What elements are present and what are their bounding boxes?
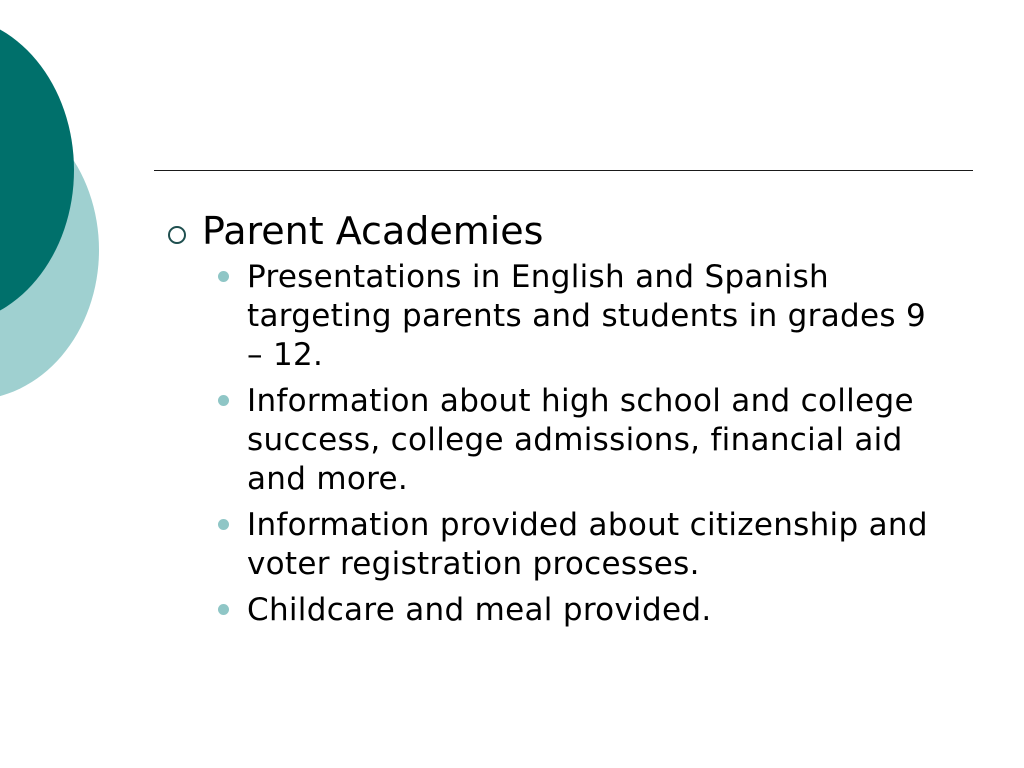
level2-bullet-text: Information about high school and college success, college admissions, financial aid and more. <box>247 383 914 497</box>
level2-bullet-text: Information provided about citizenship and voter registration processes. <box>247 507 928 582</box>
filled-dot-bullet-icon <box>218 271 229 282</box>
level2-bullet-text: Presentations in English and Spanish targeting parents and students in grades 9 – 12. <box>247 259 926 373</box>
level2-bullet <box>218 506 980 584</box>
level1-bullet <box>160 207 980 255</box>
title-divider-line <box>154 170 973 171</box>
level1-bullet-text: Parent Academies <box>202 209 544 253</box>
slide-body <box>160 207 980 637</box>
level2-bullet <box>218 382 980 499</box>
level2-bullet <box>218 591 980 630</box>
filled-dot-bullet-icon <box>218 604 229 615</box>
level2-bullet-list <box>160 258 980 630</box>
filled-dot-bullet-icon <box>218 519 229 530</box>
level2-bullet-text: Childcare and meal provided. <box>247 592 712 628</box>
hollow-circle-bullet-icon <box>168 226 186 244</box>
level2-bullet <box>218 258 980 375</box>
filled-dot-bullet-icon <box>218 395 229 406</box>
